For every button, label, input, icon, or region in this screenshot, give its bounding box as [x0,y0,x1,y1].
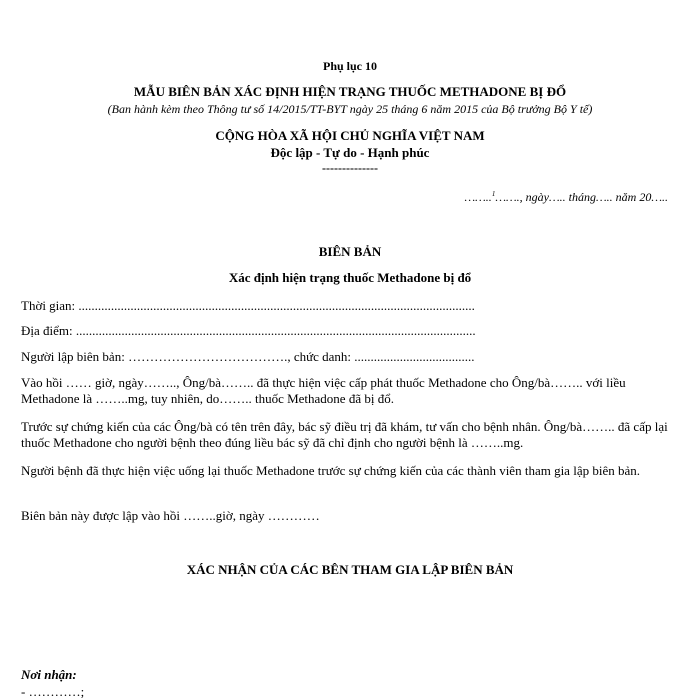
document-subtitle: Xác định hiện trạng thuốc Methadone bị đổ [228,270,472,285]
issued-note: (Ban hành kèm theo Thông tư số 14/2015/TT-BYT ngày 25 tháng 6 năm 2015 của Bộ trưởng Bộ Y tế) [107,102,593,116]
recipients-item: - …………; [21,684,85,699]
date-line-prefix: …….. [464,190,492,204]
paragraph-witness: Trước sự chứng kiến của các Ông/bà có tên trên đây, bác sỹ điều trị đã khám, tư vấn cho bệnh nhân. Ông/bà…….. đã cấp lại thuốc Methadone cho người bệnh theo đúng liều bác sỹ đã chỉ định cho người bệnh là ……..mg. [21,419,668,450]
footnote-marker: 1 [491,190,496,198]
paragraph-record-time: Biên bản này được lập vào hồi ……..giờ, ngày ………… [21,508,320,523]
date-line [464,190,668,205]
confirmation-title: XÁC NHẬN CỦA CÁC BÊN THAM GIA LẬP BIÊN BẢN [186,562,514,577]
recipients-label: Nơi nhận: [21,667,77,682]
paragraph-reuptake: Người bệnh đã thực hiện việc uống lại thuốc Methadone trước sự chứng kiến của các thành viên tham gia lập biên bản. [21,463,640,478]
document-title: BIÊN BẢN [318,244,382,259]
divider-line: -------------- [322,161,378,175]
motto: Độc lập - Tự do - Hạnh phúc [270,145,430,160]
place-field: Địa điểm: ........................................................................................................................... [21,323,476,338]
form-title: MẪU BIÊN BẢN XÁC ĐỊNH HIỆN TRẠNG THUỐC METHADONE BỊ ĐỔ [133,84,567,99]
paragraph-dispensing: Vào hồi …… giờ, ngày…….., Ông/bà…….. đã thực hiện việc cấp phát thuốc Methadone cho Ông/bà…….. với liều Methadone là ……..mg, tuy nhiên, do…….. thuốc Methadone đã bị đổ. [21,375,626,406]
time-field: Thời gian: .......................................................................................................................... [21,298,475,313]
appendix-label: Phụ lục 10 [322,59,377,73]
date-line-suffix: ……., ngày….. tháng….. năm 20….. [495,190,668,204]
republic-heading: CỘNG HÒA XÃ HỘI CHỦ NGHĨA VIỆT NAM [215,128,485,143]
preparer-field: Người lập biên bản: ………………………………., chức danh: ..................................... [21,349,475,364]
